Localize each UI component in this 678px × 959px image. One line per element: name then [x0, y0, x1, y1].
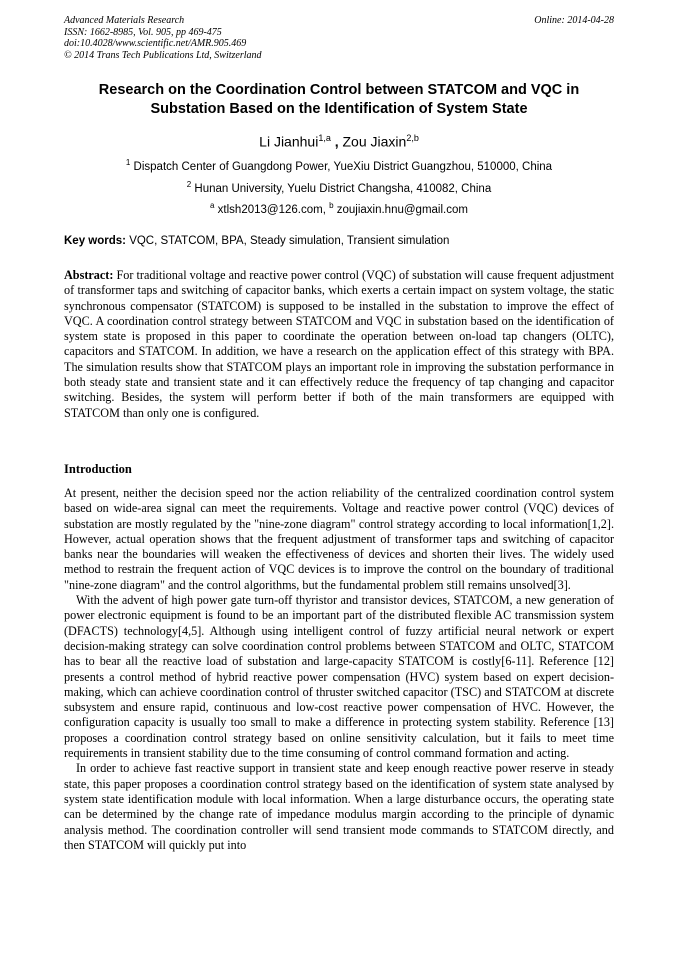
title-line-1: Research on the Coordination Control between STATCOM and VQC in — [98, 82, 580, 98]
email-a: xtlsh2013@126.com, — [214, 203, 330, 216]
author-list — [64, 129, 614, 151]
keywords-text: VQC, STATCOM, BPA, Steady simulation, Transient simulation — [126, 235, 450, 247]
paper-title — [64, 81, 614, 118]
affiliation-text-1: Dispatch Center of Guangdong Power, YueXiu District Guangzhou, 510000, China — [130, 160, 553, 173]
email-line — [64, 199, 614, 217]
affiliation-sup-2: 2 — [186, 180, 192, 189]
online-date: Online: 2014-04-28 — [534, 15, 614, 26]
abstract — [64, 268, 614, 421]
issn-line: ISSN: 1662-8985, Vol. 905, pp 469-475 — [64, 26, 222, 38]
abstract-label: Abstract: — [64, 268, 114, 282]
author-name-1: Li Jianhui — [259, 133, 319, 150]
author-sup-1: 1,a — [318, 133, 331, 143]
author-separator: , — [330, 133, 343, 150]
affiliation-1 — [64, 156, 614, 174]
author-name-2: Zou Jiaxin — [342, 133, 407, 150]
email-sup-a: a — [210, 201, 215, 210]
keywords-label: Key words: — [64, 235, 126, 247]
copyright-line: © 2014 Trans Tech Publications Ltd, Switzerland — [64, 49, 262, 61]
intro-paragraph-2: With the advent of high power gate turn-off thyristor and transistor devices, STATCOM, a new generation of power electronic equipment is found to be an important part of the distributed flexible AC transmission system (DFACTS) technology[4,5]. Although using intelligent control of fuzzy artificial neural network or expert decision-making strategy can solve coordination control problems between STATCOM and OLTC, STATCOM has to bear all the reactive load of substation and large-capacity STATCOM is costly[6-11]. Reference [12] presents a control method of hybrid reactive power compensation (HVC) system based on expert decision-making, which can achieve coordination control of thruster switched capacitor (TSC) and STATCOM at discrete subsystem and ensure rapid, continuous and low-cost reactive power compensation of HVC. However, the configuration capacity is usually too small to make a difference in protecting system stability. Reference [13] proposes a coordination control strategy based on online sensitivity calculation, but it fails to meet time requirements in transient stability due to the time consuming of control command formation and acting. — [64, 593, 614, 761]
journal-name: Advanced Materials Research — [64, 15, 185, 26]
affiliation-2 — [64, 178, 614, 196]
intro-paragraph-3: In order to achieve fast reactive support in transient state and keep enough reactive power reserve in steady state, this paper proposes a coordination control strategy based on the identification of system state analysed by system state identification module with local information. When a large disturbance occurs, the operating state can be determined by the change rate of impedance modulus margin according to the principle of dynamic analysis method. The coordination controller will send transient mode commands to STATCOM directly, and then STATCOM will quickly put into — [64, 761, 614, 852]
affiliation-text-2: Hunan University, Yuelu District Changsha, 410082, China — [191, 182, 492, 195]
email-sup-b: b — [329, 201, 334, 210]
journal-header — [64, 15, 614, 61]
email-b: zoujiaxin.hnu@gmail.com — [333, 203, 468, 216]
affiliation-sup-1: 1 — [125, 158, 131, 167]
intro-paragraph-1: At present, neither the decision speed nor the action reliability of the centralized coordination control system based on wide-area signal can meet the requirements. Voltage and reactive power control (VQC) devices of substation are mostly regulated by the "nine-zone diagram" control strategy according to local information[1,2]. However, actual operation shows that the frequent adjustment of transformer taps and switching of capacitor banks near the boundaries will weaken the effectiveness of devices and shorten their lives. The widely used method to restrain the frequent action of VQC devices is to improve the control on the boundary of traditional "nine-zone diagram" and the control algorithms, but the fundamental problem still remains unsolved[3]. — [64, 486, 614, 592]
abstract-text: For traditional voltage and reactive power control (VQC) of substation will cause frequent adjustment of transformer taps and switching of capacitor banks, which exerts a certain impact on system voltage, the static synchronous compensator (STATCOM) is supposed to be installed in the substation to improve the effect of VQC. A coordination control strategy between STATCOM and VQC in substation based on the identification of system state is proposed in this paper to coordinate the operation between on-load tap changers (OLTC), capacitors and STATCOM. In addition, we have a research on the application effect of this strategy with BPA. The simulation results show that STATCOM plays an important role in improving the substation performance in both steady state and transient state and it can effectively reduce the frequency of tap changing and capacitor switching. Besides, the system will perform better if both of the main transformers are equipped with STATCOM than only one is configured. — [64, 268, 614, 420]
section-heading-introduction: Introduction — [64, 462, 132, 476]
keywords — [64, 234, 614, 248]
title-line-2: Substation Based on the Identification of System State — [150, 100, 528, 117]
introduction-body — [64, 486, 614, 853]
doi-line: doi:10.4028/www.scientific.net/AMR.905.469 — [64, 38, 247, 49]
author-sup-2: 2,b — [406, 133, 419, 143]
